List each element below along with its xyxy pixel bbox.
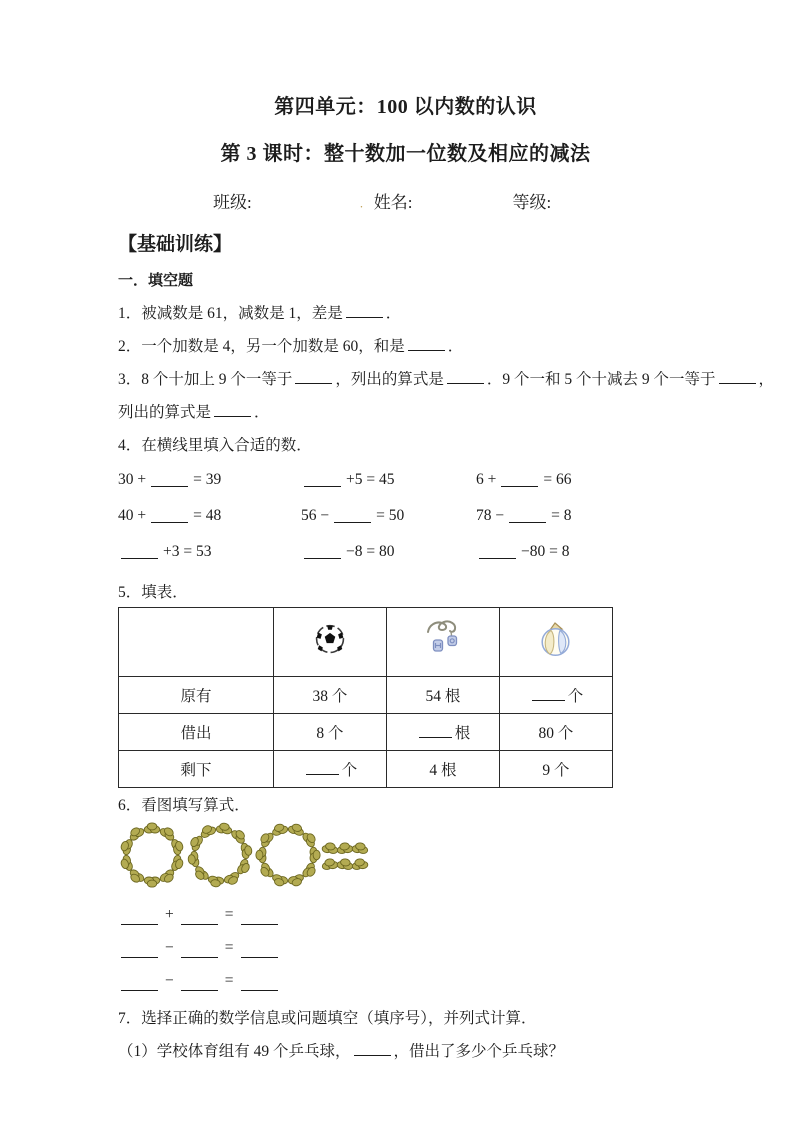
equation-item: −80 = 8 — [476, 534, 693, 570]
soccer-ball-icon — [313, 623, 347, 657]
class-label: 班级: — [213, 193, 252, 212]
question-7-sub1 — [118, 1042, 693, 1062]
answer-blank — [447, 370, 484, 384]
question-3-line2 — [118, 403, 693, 423]
answer-blank — [509, 509, 546, 523]
answer-blank — [121, 911, 158, 925]
fill-equation-3 — [118, 971, 693, 991]
answer-blank — [354, 1042, 391, 1056]
answer-blank — [241, 944, 278, 958]
row-label: 剩下 — [119, 751, 274, 788]
part1-heading: 一．填空题 — [118, 273, 194, 289]
name-label: 姓名: — [373, 193, 413, 212]
equation-item: +3 = 53 — [118, 534, 301, 570]
answer-blank — [214, 403, 251, 417]
answer-blank — [181, 911, 218, 925]
question-3-period: ． — [254, 404, 270, 421]
table-cell: 8 个 — [274, 714, 387, 751]
equation-item: 56 − = 50 — [301, 507, 405, 524]
jump-rope-icon — [420, 618, 466, 662]
ball-cell — [500, 608, 613, 677]
table-cell: 9 个 — [500, 751, 613, 788]
equation-item: +5 = 45 — [301, 462, 476, 498]
table-cell: 4 根 — [387, 751, 500, 788]
stray-dot: ． — [359, 198, 371, 210]
jump-rope-cell — [387, 608, 500, 677]
answer-blank — [501, 473, 538, 487]
grade-label: 等级: — [512, 193, 552, 212]
answer-blank — [121, 545, 158, 559]
row-label: 原有 — [119, 677, 274, 714]
question-3-text-1: 3．8 个十加上 9 个一等于 — [118, 371, 293, 388]
question-3-text-2: ，列出的算式是 — [335, 371, 444, 388]
question-6-heading: 6．看图填写算式． — [118, 797, 250, 814]
question-2-text: 2．一个加数是 4，另一个加数是 60，和是 — [118, 338, 405, 355]
question-7-sub1-text-2: ，借出了多少个乒乓球？ — [393, 1043, 565, 1060]
answer-blank — [181, 977, 218, 991]
equations-grid — [118, 462, 693, 570]
question-5-heading: 5．填表． — [118, 584, 188, 601]
equation-item: 78 − = 8 — [476, 507, 572, 524]
answer-blank — [151, 473, 188, 487]
question-4-heading: 4．在横线里填入合适的数． — [118, 437, 312, 454]
answer-blank — [334, 509, 371, 523]
question-3-line1 — [118, 370, 775, 390]
question-3-text-3: ．9 个一和 5 个十减去 9 个一等于 — [486, 371, 716, 388]
table-cell-blank: 根 — [387, 714, 500, 751]
peanut-groups-figure — [118, 818, 693, 892]
answer-blank — [241, 977, 278, 991]
lesson-title: 第 3 课时：整十数加一位数及相应的减法 — [220, 143, 591, 165]
answer-blank — [304, 473, 341, 487]
answer-blank — [408, 337, 445, 351]
equals-sign: = — [224, 972, 234, 989]
equals-sign: = — [224, 939, 234, 956]
soccer-ball-cell — [274, 608, 387, 677]
answer-blank — [151, 509, 188, 523]
answer-blank — [121, 977, 158, 991]
question-3-text-4: ， — [758, 371, 775, 388]
question-2-period: ． — [447, 338, 464, 355]
question-1-text: 1．被减数是 61，减数是 1，差是 — [118, 305, 343, 322]
answer-blank — [719, 370, 756, 384]
equation-item: 6 + = 66 — [476, 471, 572, 488]
question-2 — [118, 337, 693, 357]
answer-blank — [419, 724, 452, 738]
ball-icon — [535, 620, 577, 660]
equation-item: 40 + = 48 — [118, 507, 222, 524]
fill-table — [118, 607, 613, 788]
section-basic-training: 【基础训练】 — [118, 234, 233, 255]
table-row-lent — [119, 714, 613, 751]
answer-blank — [121, 944, 158, 958]
operator: + — [165, 906, 174, 923]
table-row-original — [119, 677, 613, 714]
unit-title: 第四单元：100 以内数的认识 — [274, 96, 537, 118]
answer-blank — [304, 545, 341, 559]
question-7-sub1-text: （1）学校体育组有 49 个乒乓球， — [118, 1043, 351, 1060]
question-1 — [118, 304, 693, 324]
peanut-groups-svg — [118, 818, 370, 892]
answer-blank — [241, 911, 278, 925]
answer-blank — [295, 370, 332, 384]
table-cell: 38 个 — [274, 677, 387, 714]
table-header-row — [119, 608, 613, 677]
answer-blank — [532, 687, 565, 701]
table-row-left — [119, 751, 613, 788]
fill-equation-1 — [118, 905, 693, 925]
answer-blank — [181, 944, 218, 958]
operator: − — [165, 972, 174, 989]
table-cell-blank: 个 — [274, 751, 387, 788]
question-1-period: ． — [385, 305, 402, 322]
equation-item: −8 = 80 — [301, 534, 476, 570]
table-cell-blank: 个 — [500, 677, 613, 714]
table-cell: 54 根 — [387, 677, 500, 714]
operator: − — [165, 939, 174, 956]
equation-item: 30 + = 39 — [118, 471, 222, 488]
student-info-line — [213, 189, 693, 213]
table-cell: 80 个 — [500, 714, 613, 751]
equals-sign: = — [224, 906, 234, 923]
answer-blank — [479, 545, 516, 559]
row-label: 借出 — [119, 714, 274, 751]
question-7-heading: 7．选择正确的数学信息或问题填空（填序号），并列式计算． — [118, 1010, 537, 1027]
table-corner-cell — [119, 608, 274, 677]
answer-blank — [346, 304, 383, 318]
answer-blank — [306, 761, 339, 775]
fill-equation-2 — [118, 938, 693, 958]
question-3-text-5: 列出的算式是 — [118, 404, 212, 421]
